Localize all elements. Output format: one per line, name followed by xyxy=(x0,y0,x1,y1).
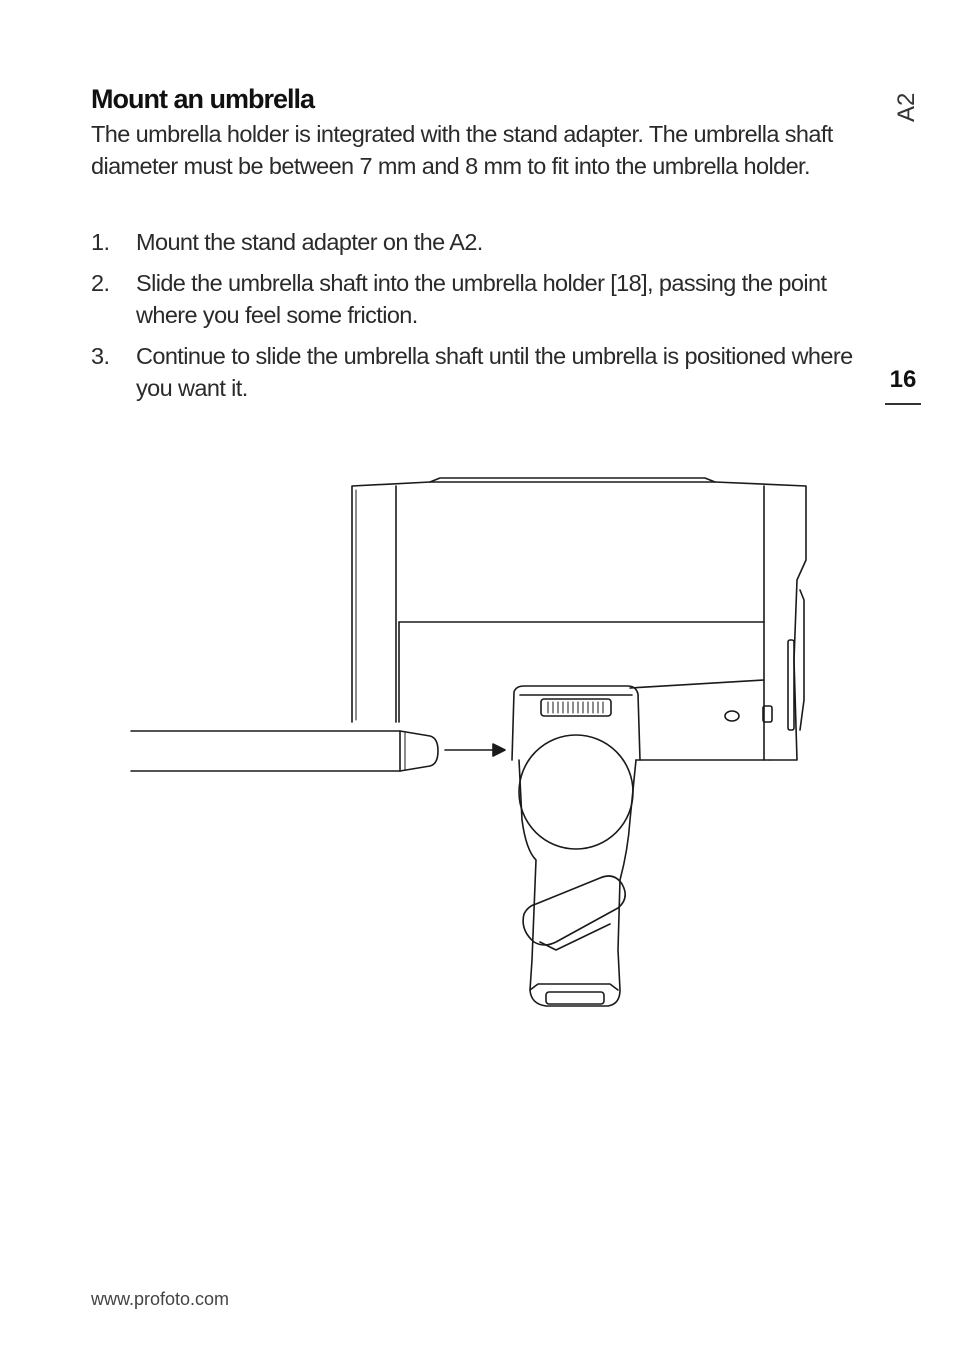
step-number: 2. xyxy=(91,270,110,296)
umbrella-mount-illustration xyxy=(120,470,820,1020)
step-number: 1. xyxy=(91,229,110,255)
product-label: A2 xyxy=(893,92,920,122)
step-item xyxy=(91,226,871,258)
page-number: 16 xyxy=(889,366,917,393)
stand-adapter-drawing xyxy=(512,686,640,1006)
intro-paragraph: The umbrella holder is integrated with the stand adapter. The umbrella shaft diameter must be between 7 mm and 8 mm to fit into the umbrella holder. xyxy=(91,121,833,179)
step-text: Mount the stand adapter on the A2. xyxy=(136,229,483,255)
step-item xyxy=(91,267,871,331)
step-item xyxy=(91,340,871,404)
step-text: Slide the umbrella shaft into the umbrella holder [18], passing the point where you feel some friction. xyxy=(136,270,827,328)
flash-head-drawing xyxy=(352,478,806,760)
page-number-rule xyxy=(885,403,921,405)
footer-url: www.profoto.com xyxy=(91,1289,230,1309)
step-text: Continue to slide the umbrella shaft until the umbrella is positioned where you want it. xyxy=(136,343,853,401)
umbrella-shaft-drawing xyxy=(131,731,438,771)
step-number: 3. xyxy=(91,343,110,369)
insert-direction-arrow xyxy=(445,744,505,756)
section-title: Mount an umbrella xyxy=(91,84,315,114)
steps-list xyxy=(91,226,871,413)
